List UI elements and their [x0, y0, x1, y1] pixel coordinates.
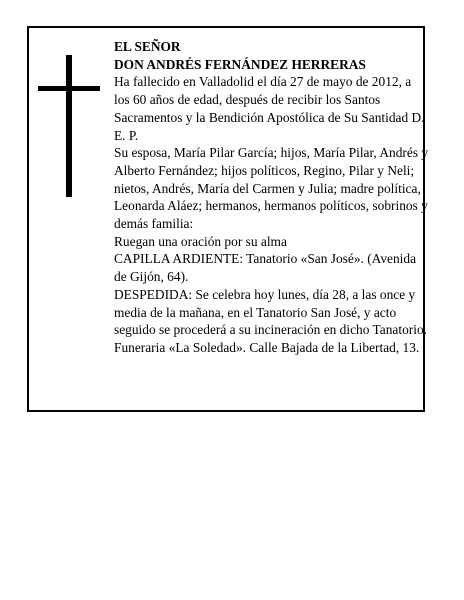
notice-title: EL SEÑOR: [114, 39, 181, 54]
farewell-info: DESPEDIDA: Se celebra hoy lunes, día 28, a las once y media de la mañana, en el Tanatorio San José, y acto seguido se procederá a su incineración en dicho Tanatorio.: [114, 286, 428, 338]
chapel-info: CAPILLA ARDIENTE: Tanatorio «San José». (Avenida de Gijón, 64).: [114, 251, 417, 285]
deceased-name: DON ANDRÉS FERNÁNDEZ HERRERAS: [114, 56, 366, 72]
family-list: Su esposa, María Pilar García; hijos, María Pilar, Andrés y Alberto Fernández; hijos políticos, Regino, Pilar y Neli; nietos, Andrés, María del Carmen y Julia; madre política, Leonarda Aláez; hermanos, hermanos políticos, sobrinos y demás familia:: [114, 145, 429, 232]
cross-vertical-bar: [66, 55, 72, 197]
prayer-request: Ruegan una oración por su alma: [114, 233, 287, 249]
cross-horizontal-bar: [38, 86, 100, 91]
death-announcement: Ha fallecido en Valladolid el día 27 de mayo de 2012, a los 60 años de edad, después de recibir los Santos Sacramentos y la Bendición Apostólica de Su Santidad D. E. P.: [114, 74, 425, 143]
obituary-text: [114, 38, 430, 357]
funeral-home-info: Funeraria «La Soledad». Calle Bajada de la Libertad, 13.: [114, 339, 420, 355]
